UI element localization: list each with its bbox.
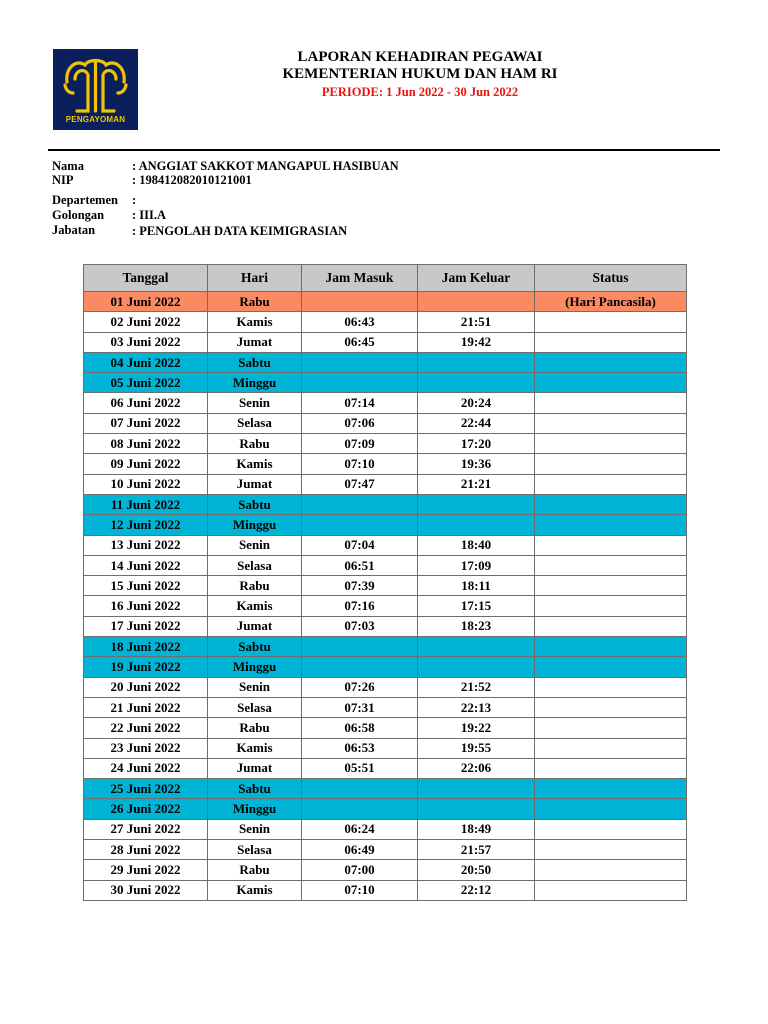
cell-status [535,555,687,575]
table-row [84,860,687,880]
cell-hari: Minggu [208,515,302,535]
cell-jam-keluar: 19:55 [418,738,535,758]
nama-label: Nama [52,159,84,173]
cell-jam-masuk [302,494,418,514]
cell-hari: Kamis [208,596,302,616]
table-row [84,393,687,413]
cell-jam-masuk: 06:24 [302,819,418,839]
cell-jam-masuk: 07:06 [302,413,418,433]
cell-hari: Selasa [208,555,302,575]
cell-jam-masuk: 06:53 [302,738,418,758]
cell-jam-masuk: 07:39 [302,576,418,596]
cell-jam-keluar: 18:11 [418,576,535,596]
table-row [84,515,687,535]
cell-jam-keluar: 21:57 [418,840,535,860]
cell-jam-masuk: 07:04 [302,535,418,555]
cell-status [535,352,687,372]
table-row [84,758,687,778]
table-row [84,576,687,596]
cell-tanggal: 05 Juni 2022 [84,373,208,393]
cell-status [535,393,687,413]
cell-hari: Minggu [208,657,302,677]
cell-tanggal: 13 Juni 2022 [84,535,208,555]
cell-status [535,494,687,514]
cell-jam-keluar: 20:24 [418,393,535,413]
cell-status [535,799,687,819]
cell-jam-keluar [418,373,535,393]
cell-tanggal: 21 Juni 2022 [84,697,208,717]
cell-jam-masuk: 07:26 [302,677,418,697]
cell-tanggal: 03 Juni 2022 [84,332,208,352]
jabatan-label: Jabatan [52,223,96,237]
header-divider [48,149,720,151]
cell-status [535,576,687,596]
table-row [84,474,687,494]
cell-jam-keluar: 17:09 [418,555,535,575]
logo-text: PENGAYOMAN [65,115,126,124]
table-row [84,738,687,758]
cell-status [535,637,687,657]
cell-status [535,373,687,393]
cell-hari: Selasa [208,413,302,433]
cell-status [535,677,687,697]
report-title: LAPORAN KEHADIRAN PEGAWAI [297,49,543,65]
cell-jam-masuk: 07:09 [302,434,418,454]
ministry-title: KEMENTERIAN HUKUM DAN HAM RI [282,66,558,82]
cell-status [535,738,687,758]
cell-jam-masuk [302,292,418,312]
cell-tanggal: 17 Juni 2022 [84,616,208,636]
departemen-label: Departemen [52,193,118,207]
cell-jam-keluar: 20:50 [418,860,535,880]
cell-status [535,718,687,738]
report-period: PERIODE: 1 Jun 2022 - 30 Jun 2022 [321,85,519,99]
cell-jam-keluar [418,352,535,372]
cell-tanggal: 18 Juni 2022 [84,637,208,657]
cell-jam-keluar [418,515,535,535]
cell-hari: Jumat [208,332,302,352]
table-row [84,819,687,839]
cell-hari: Jumat [208,616,302,636]
cell-hari: Selasa [208,840,302,860]
cell-jam-keluar [418,292,535,312]
cell-tanggal: 29 Juni 2022 [84,860,208,880]
cell-hari: Sabtu [208,637,302,657]
cell-status [535,657,687,677]
cell-jam-keluar: 22:44 [418,413,535,433]
cell-jam-masuk: 06:49 [302,840,418,860]
header-jam-masuk: Jam Masuk [302,265,418,292]
nama-value: : ANGGIAT SAKKOT MANGAPUL HASIBUAN [132,159,399,173]
table-row [84,373,687,393]
cell-status [535,697,687,717]
table-row [84,697,687,717]
cell-tanggal: 25 Juni 2022 [84,779,208,799]
cell-jam-keluar: 18:49 [418,819,535,839]
table-row [84,616,687,636]
cell-hari: Minggu [208,799,302,819]
cell-jam-keluar: 22:13 [418,697,535,717]
cell-status [535,454,687,474]
cell-status [535,413,687,433]
golongan-value: : III.A [132,208,167,222]
cell-status [535,860,687,880]
table-row [84,596,687,616]
cell-tanggal: 15 Juni 2022 [84,576,208,596]
cell-jam-keluar [418,494,535,514]
cell-jam-keluar: 18:23 [418,616,535,636]
cell-hari: Rabu [208,860,302,880]
cell-jam-masuk: 07:14 [302,393,418,413]
cell-hari: Rabu [208,718,302,738]
cell-status: (Hari Pancasila) [535,292,687,312]
cell-tanggal: 30 Juni 2022 [84,880,208,900]
cell-hari: Sabtu [208,779,302,799]
cell-tanggal: 06 Juni 2022 [84,393,208,413]
cell-tanggal: 28 Juni 2022 [84,840,208,860]
cell-hari: Kamis [208,312,302,332]
cell-hari: Jumat [208,474,302,494]
cell-jam-keluar: 17:15 [418,596,535,616]
cell-jam-masuk [302,637,418,657]
cell-jam-masuk: 07:16 [302,596,418,616]
table-row [84,657,687,677]
cell-hari: Selasa [208,697,302,717]
nip-value: : 198412082010121001 [132,173,252,187]
cell-status [535,819,687,839]
cell-hari: Jumat [208,758,302,778]
table-row [84,454,687,474]
header-jam-keluar: Jam Keluar [418,265,535,292]
cell-tanggal: 12 Juni 2022 [84,515,208,535]
table-row [84,555,687,575]
table-row [84,637,687,657]
cell-jam-masuk: 05:51 [302,758,418,778]
cell-status [535,434,687,454]
cell-jam-keluar: 19:22 [418,718,535,738]
cell-status [535,880,687,900]
cell-jam-keluar [418,779,535,799]
cell-tanggal: 04 Juni 2022 [84,352,208,372]
header-hari: Hari [208,265,302,292]
cell-jam-masuk: 06:51 [302,555,418,575]
cell-jam-masuk [302,779,418,799]
departemen-value: : [132,193,137,207]
table-row [84,718,687,738]
cell-tanggal: 01 Juni 2022 [84,292,208,312]
cell-hari: Rabu [208,434,302,454]
cell-status [535,758,687,778]
table-row [84,413,687,433]
cell-tanggal: 08 Juni 2022 [84,434,208,454]
cell-status [535,840,687,860]
cell-jam-masuk: 07:47 [302,474,418,494]
cell-jam-keluar: 21:21 [418,474,535,494]
table-row [84,880,687,900]
info-nip [52,173,652,187]
cell-jam-keluar: 19:42 [418,332,535,352]
cell-status [535,779,687,799]
cell-tanggal: 24 Juni 2022 [84,758,208,778]
pengayoman-logo [53,49,138,130]
cell-jam-masuk [302,657,418,677]
cell-tanggal: 11 Juni 2022 [84,494,208,514]
info-jabatan [52,223,652,237]
cell-hari: Kamis [208,880,302,900]
cell-jam-keluar: 21:52 [418,677,535,697]
jabatan-value: : PENGOLAH DATA KEIMIGRASIAN [132,224,348,238]
cell-jam-masuk [302,373,418,393]
cell-tanggal: 16 Juni 2022 [84,596,208,616]
info-departemen [52,193,652,207]
cell-jam-keluar: 22:12 [418,880,535,900]
cell-jam-masuk: 07:31 [302,697,418,717]
table-row [84,292,687,312]
cell-jam-masuk [302,352,418,372]
cell-hari: Kamis [208,738,302,758]
cell-hari: Kamis [208,454,302,474]
cell-jam-keluar: 19:36 [418,454,535,474]
cell-status [535,616,687,636]
cell-hari: Rabu [208,292,302,312]
cell-status [535,596,687,616]
cell-tanggal: 14 Juni 2022 [84,555,208,575]
cell-hari: Sabtu [208,494,302,514]
cell-tanggal: 22 Juni 2022 [84,718,208,738]
table-row [84,312,687,332]
header-status: Status [535,265,687,292]
cell-status [535,474,687,494]
table-row [84,779,687,799]
cell-hari: Senin [208,393,302,413]
cell-status [535,515,687,535]
nip-label: NIP [52,173,74,187]
cell-jam-keluar [418,799,535,819]
cell-hari: Senin [208,535,302,555]
cell-hari: Sabtu [208,352,302,372]
cell-jam-masuk: 06:43 [302,312,418,332]
table-row [84,332,687,352]
cell-jam-keluar [418,637,535,657]
cell-hari: Senin [208,677,302,697]
cell-tanggal: 07 Juni 2022 [84,413,208,433]
attendance-table [83,264,687,901]
table-header-row [84,265,687,292]
cell-tanggal: 20 Juni 2022 [84,677,208,697]
cell-status [535,535,687,555]
table-row [84,535,687,555]
cell-hari: Rabu [208,576,302,596]
cell-jam-keluar: 18:40 [418,535,535,555]
table-row [84,840,687,860]
cell-hari: Minggu [208,373,302,393]
cell-status [535,332,687,352]
cell-tanggal: 23 Juni 2022 [84,738,208,758]
cell-tanggal: 27 Juni 2022 [84,819,208,839]
cell-tanggal: 02 Juni 2022 [84,312,208,332]
table-row [84,799,687,819]
table-row [84,352,687,372]
cell-status [535,312,687,332]
cell-jam-keluar: 21:51 [418,312,535,332]
cell-tanggal: 19 Juni 2022 [84,657,208,677]
cell-tanggal: 09 Juni 2022 [84,454,208,474]
cell-jam-keluar: 17:20 [418,434,535,454]
cell-jam-masuk: 06:45 [302,332,418,352]
header-tanggal: Tanggal [84,265,208,292]
cell-tanggal: 10 Juni 2022 [84,474,208,494]
cell-jam-masuk: 07:10 [302,880,418,900]
cell-jam-keluar: 22:06 [418,758,535,778]
table-row [84,494,687,514]
info-nama [52,159,652,173]
cell-jam-masuk: 06:58 [302,718,418,738]
cell-jam-masuk: 07:03 [302,616,418,636]
cell-jam-masuk: 07:00 [302,860,418,880]
cell-tanggal: 26 Juni 2022 [84,799,208,819]
cell-jam-masuk: 07:10 [302,454,418,474]
cell-jam-masuk [302,515,418,535]
info-golongan [52,208,652,222]
cell-jam-keluar [418,657,535,677]
cell-hari: Senin [208,819,302,839]
table-row [84,677,687,697]
golongan-label: Golongan [52,208,105,222]
cell-jam-masuk [302,799,418,819]
table-row [84,434,687,454]
